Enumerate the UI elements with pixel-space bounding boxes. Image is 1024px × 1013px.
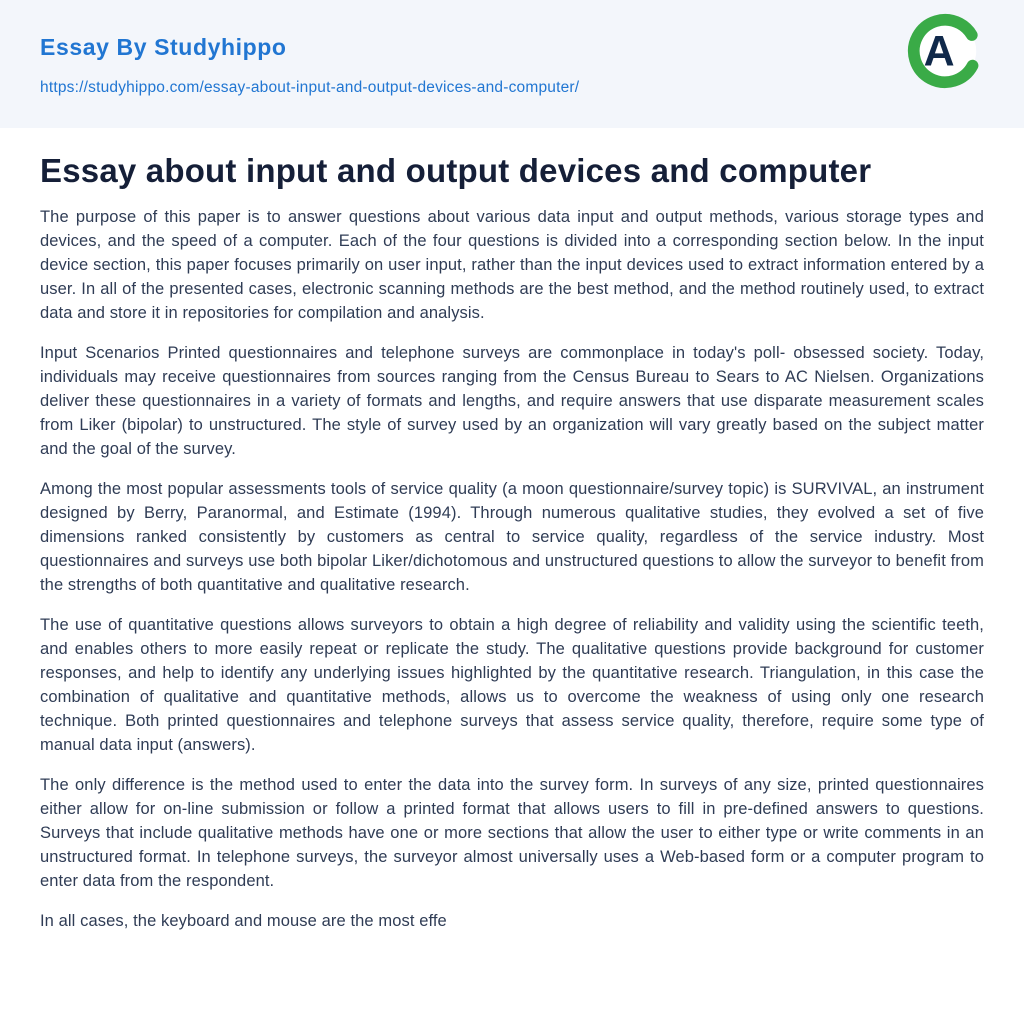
site-header [0, 0, 1024, 128]
logo-letter: A [923, 27, 955, 76]
studyhippo-logo[interactable] [906, 12, 984, 90]
essay-url-link[interactable]: https://studyhippo.com/essay-about-input-and-output-devices-and-computer/ [40, 79, 580, 96]
essay-paragraph-6-truncated: In all cases, the keyboard and mouse are the most effe [40, 911, 447, 930]
article-title: Essay about input and output devices and computer [40, 152, 872, 189]
article-body [40, 205, 984, 933]
essay-paragraph-3: Among the most popular assessments tools of service quality (a moon questionnaire/survey topic) is SURVIVAL, an instrument designed by Berry, Paranormal, and Estimate (1994). Through numerous qualitative studies, they evolved a set of five dimensions ranked consistently by customers as central to service quality, regardless of the service industry. Most questionnaires and surveys use both bipolar Liker/dichotomous and unstructured questions to allow the surveyor to benefit from the strengths of both quantitative and qualitative research. [40, 479, 984, 594]
essay-paragraph-5: The only difference is the method used to enter the data into the survey form. In surveys of any size, printed questionnaires either allow for on-line submission or follow a printed format that allows users to fill in pre-defined answers to questions. Surveys that include qualitative methods have one or more sections that allow the user to either type or write comments in an unstructured format. In telephone surveys, the surveyor almost universally uses a Web-based form or a computer program to enter data from the respondent. [40, 775, 984, 890]
essay-paragraph-2: Input Scenarios Printed questionnaires and telephone surveys are commonplace in today's poll- obsessed society. Today, individuals may receive questionnaires from sources ranging from the Census Bureau to Sears to AC Nielsen. Organizations deliver these questionnaires in a variety of formats and lengths, and require answers that use disparate measurement scales from Liker (bipolar) to unstructured. The style of survey used by an organization will vary greatly based on the subject matter and the goal of the survey. [40, 343, 984, 458]
essay-paragraph-4: The use of quantitative questions allows surveyors to obtain a high degree of reliability and validity using the scientific teeth, and enables others to more easily repeat or replicate the study. The qualitative questions provide background for customer responses, and help to identify any underlying issues highlighted by the quantitative research. Triangulation, in this case the combination of qualitative and quantitative methods, allows us to overcome the weakness of using only one research technique. Both printed questionnaires and telephone surveys that assess service quality, therefore, require some type of manual data input (answers). [40, 615, 984, 754]
site-title: Essay By Studyhippo [40, 34, 287, 60]
essay-paragraph-1: The purpose of this paper is to answer questions about various data input and output methods, various storage types and devices, and the speed of a computer. Each of the four questions is divided into a corresponding section below. In the input device section, this paper focuses primarily on user input, rather than the input devices used to extract information entered by a user. In all of the presented cases, electronic scanning methods are the best method, and the method routinely used, to extract data and store it in repositories for compilation and analysis. [40, 207, 984, 322]
essay-article [0, 128, 1024, 933]
logo-ring-icon [906, 12, 984, 90]
